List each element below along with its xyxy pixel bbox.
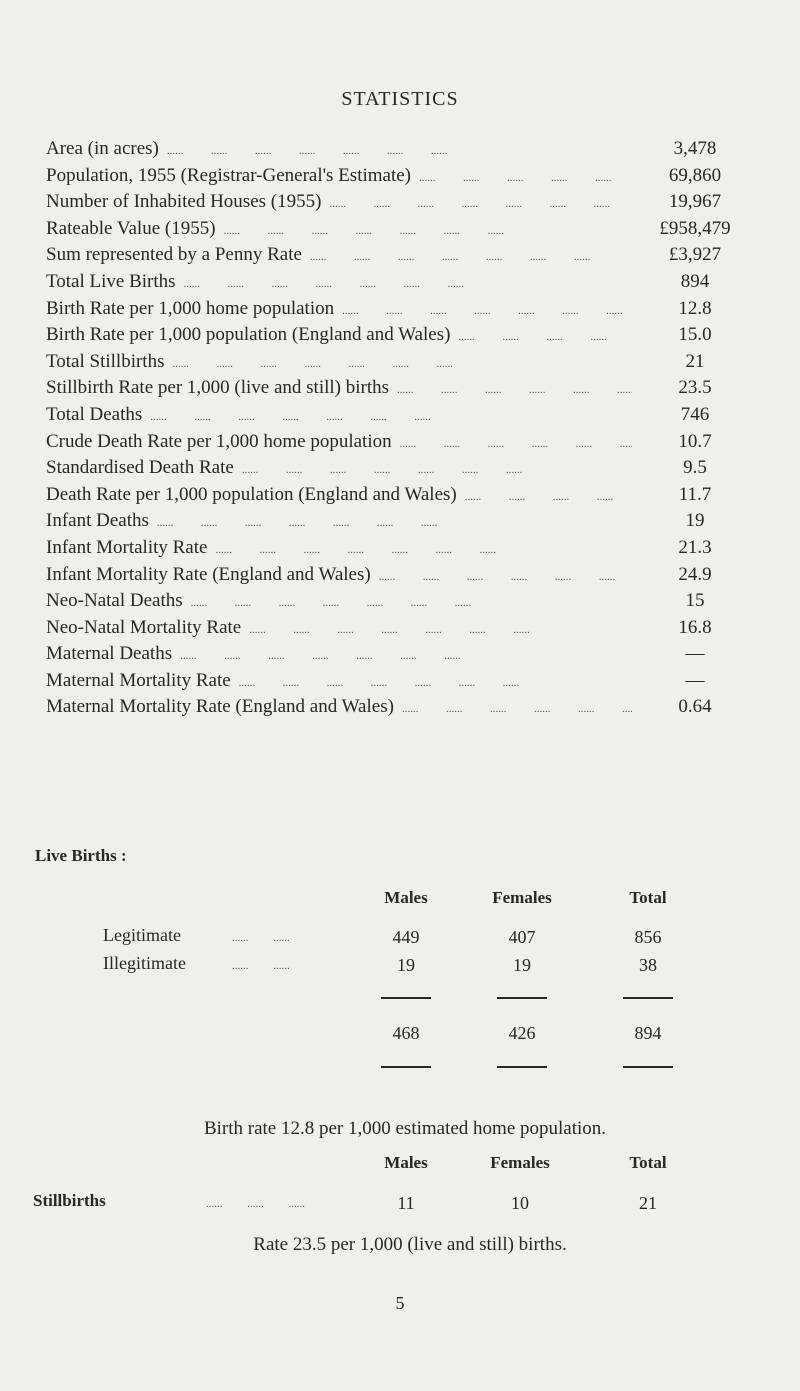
birth-rate-note: Birth rate 12.8 per 1,000 estimated home population. bbox=[203, 1118, 607, 1139]
stat-value: 23.5 bbox=[678, 377, 712, 399]
dot-leader bbox=[400, 431, 632, 458]
column-header-males: Males bbox=[384, 888, 428, 907]
rule-line bbox=[381, 1066, 431, 1068]
stillbirths-total: 21 bbox=[639, 1193, 657, 1213]
dot-leader bbox=[379, 564, 632, 591]
legitimate-females: 407 bbox=[508, 927, 536, 947]
column-header-females: Females bbox=[490, 1153, 550, 1172]
dot-leader bbox=[150, 404, 632, 431]
stat-value: 0.64 bbox=[678, 696, 712, 718]
dot-leader: ...... ...... bbox=[232, 960, 290, 972]
row-label-illegitimate: Illegitimate bbox=[103, 953, 186, 973]
stat-value: 15 bbox=[685, 590, 705, 612]
dot-leader bbox=[239, 670, 632, 697]
stat-label: Infant Mortality Rate (England and Wales) bbox=[46, 563, 371, 585]
row-label-stillbirths: Stillbirths bbox=[33, 1191, 106, 1210]
rule-line bbox=[623, 1066, 673, 1068]
stat-label: Total Stillbirths bbox=[46, 350, 165, 372]
stat-row bbox=[46, 535, 750, 562]
dot-leader bbox=[172, 351, 632, 378]
stat-row bbox=[46, 562, 750, 589]
legitimate-total: 856 bbox=[634, 927, 662, 947]
stat-label: Sum represented by a Penny Rate bbox=[46, 244, 302, 266]
stat-value: 24.9 bbox=[678, 563, 712, 585]
total-total: 894 bbox=[634, 1023, 662, 1043]
stat-label: Area (in acres) bbox=[46, 138, 159, 159]
stat-value: — bbox=[685, 643, 705, 665]
stat-value: 9.5 bbox=[683, 457, 707, 479]
column-header-total: Total bbox=[629, 1153, 667, 1172]
stat-label: Maternal Mortality Rate bbox=[46, 669, 231, 691]
stat-value: — bbox=[685, 669, 705, 691]
stat-label: Death Rate per 1,000 population (England and Wales) bbox=[46, 483, 457, 505]
stillbirths-females: 10 bbox=[511, 1193, 529, 1213]
stat-value: 15.0 bbox=[678, 324, 712, 346]
dot-leader bbox=[342, 298, 632, 325]
stat-value: 21 bbox=[685, 350, 705, 372]
stat-row bbox=[46, 694, 750, 721]
stat-row bbox=[46, 296, 750, 323]
column-header-males: Males bbox=[384, 1153, 428, 1172]
stat-row bbox=[46, 136, 750, 163]
live-births-heading: Live Births : bbox=[35, 846, 127, 865]
stat-label: Standardised Death Rate bbox=[46, 457, 234, 479]
dot-leader bbox=[310, 244, 632, 271]
stat-label: Birth Rate per 1,000 home population bbox=[46, 297, 335, 319]
stat-value: 894 bbox=[680, 270, 710, 292]
stat-label: Neo-Natal Deaths bbox=[46, 590, 183, 612]
stat-value: 21.3 bbox=[678, 536, 712, 558]
stat-label: Birth Rate per 1,000 population (England and Wales) bbox=[46, 324, 451, 346]
rule-line bbox=[381, 997, 431, 999]
column-header-females: Females bbox=[492, 888, 552, 907]
stat-label: Population, 1955 (Registrar-General's Estimate) bbox=[46, 164, 412, 186]
stat-label: Infant Mortality Rate bbox=[46, 536, 208, 558]
dot-leader bbox=[249, 617, 632, 644]
stat-label: Stillbirth Rate per 1,000 (live and still) births bbox=[46, 377, 390, 399]
stat-label: Maternal Mortality Rate (England and Wales) bbox=[46, 696, 394, 718]
illegitimate-females: 19 bbox=[513, 955, 531, 975]
stat-value: 19,967 bbox=[668, 191, 722, 213]
stat-value: 12.8 bbox=[678, 297, 712, 319]
dot-leader bbox=[465, 484, 632, 511]
page-number: 5 bbox=[395, 1293, 405, 1313]
stat-row bbox=[46, 455, 750, 482]
stat-row bbox=[46, 322, 750, 349]
rule-line bbox=[497, 1066, 547, 1068]
stat-value: 69,860 bbox=[668, 164, 722, 186]
total-females: 426 bbox=[508, 1023, 536, 1043]
column-header-total: Total bbox=[629, 888, 667, 907]
rule-line bbox=[497, 997, 547, 999]
dot-leader bbox=[157, 510, 632, 537]
stat-label: Number of Inhabited Houses (1955) bbox=[46, 191, 322, 213]
dot-leader: ...... ...... bbox=[232, 932, 290, 944]
stat-row bbox=[46, 163, 750, 190]
stat-label: Total Deaths bbox=[46, 403, 143, 425]
stat-value: £3,927 bbox=[668, 244, 722, 266]
stat-row bbox=[46, 508, 750, 535]
stat-label: Maternal Deaths bbox=[46, 643, 173, 665]
dot-leader bbox=[180, 643, 632, 670]
statistics-list bbox=[46, 136, 750, 721]
stat-row bbox=[46, 216, 750, 243]
legitimate-males: 449 bbox=[392, 927, 420, 947]
stat-row bbox=[46, 375, 750, 402]
stat-row bbox=[46, 402, 750, 429]
stat-label: Crude Death Rate per 1,000 home population bbox=[46, 430, 392, 452]
stat-label: Neo-Natal Mortality Rate bbox=[46, 616, 242, 638]
stat-row bbox=[46, 429, 750, 456]
dot-leader bbox=[191, 590, 632, 617]
dot-leader bbox=[215, 537, 632, 564]
stat-value: £958,479 bbox=[659, 217, 731, 239]
stat-row bbox=[46, 482, 750, 509]
illegitimate-males: 19 bbox=[397, 955, 415, 975]
dot-leader bbox=[184, 271, 632, 298]
dot-leader bbox=[402, 696, 632, 723]
stat-value: 19 bbox=[685, 510, 705, 532]
illegitimate-total: 38 bbox=[639, 955, 657, 975]
dot-leader bbox=[458, 324, 632, 351]
stat-row bbox=[46, 668, 750, 695]
dot-leader bbox=[397, 377, 632, 404]
row-label-legitimate: Legitimate bbox=[103, 925, 181, 945]
stat-row bbox=[46, 588, 750, 615]
stat-value: 10.7 bbox=[678, 430, 712, 452]
stillbirth-rate-note: Rate 23.5 per 1,000 (live and still) births. bbox=[253, 1234, 567, 1255]
dot-leader bbox=[242, 457, 632, 484]
stat-row bbox=[46, 349, 750, 376]
stat-label: Total Live Births bbox=[46, 270, 176, 292]
stat-value: 11.7 bbox=[678, 483, 712, 505]
stat-row bbox=[46, 242, 750, 269]
stillbirths-males: 11 bbox=[397, 1193, 415, 1213]
dot-leader bbox=[167, 138, 632, 165]
total-males: 468 bbox=[392, 1023, 420, 1043]
stat-value: 16.8 bbox=[678, 616, 712, 638]
stat-row bbox=[46, 615, 750, 642]
dot-leader: ...... ...... ...... bbox=[206, 1198, 305, 1210]
dot-leader bbox=[224, 218, 632, 245]
stat-row bbox=[46, 641, 750, 668]
stat-row bbox=[46, 189, 750, 216]
dot-leader bbox=[419, 165, 632, 192]
stat-value: 746 bbox=[680, 403, 710, 425]
dot-leader bbox=[329, 191, 632, 218]
stat-label: Infant Deaths bbox=[46, 510, 149, 532]
page-title: STATISTICS bbox=[341, 88, 459, 110]
rule-line bbox=[623, 997, 673, 999]
stat-label: Rateable Value (1955) bbox=[46, 217, 216, 239]
stat-row bbox=[46, 269, 750, 296]
stat-value: 3,478 bbox=[673, 138, 717, 159]
